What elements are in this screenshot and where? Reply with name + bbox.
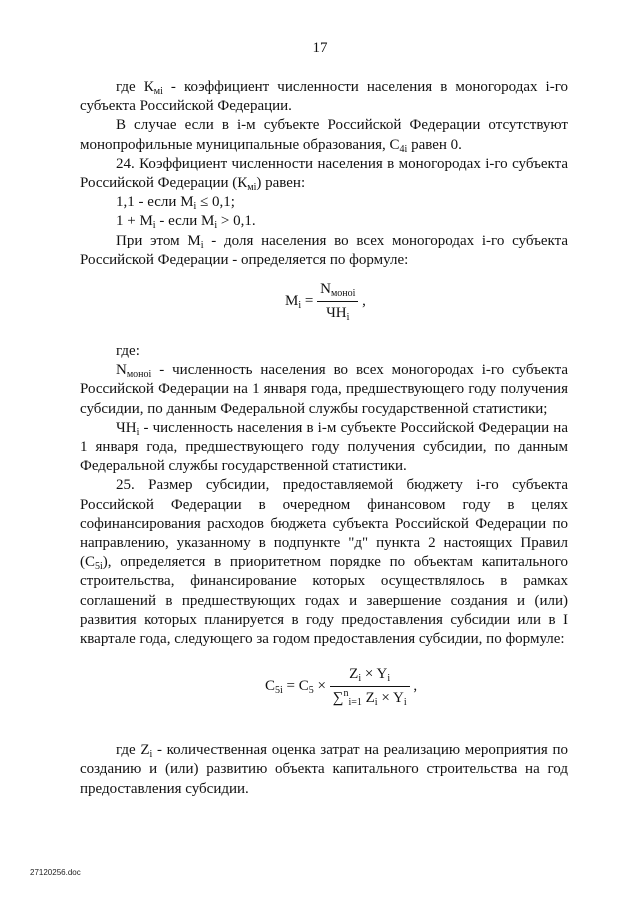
formula-mi: $М_i$ = $\frac{N_{монoi}}{ЧН_i}$ , — [285, 281, 366, 324]
condition-line-1: 1,1 - если $М_i \le 0,1$; — [116, 194, 235, 213]
page-number: 17 — [312, 40, 328, 56]
formula-c5i-fraction: $\frac{Z_i \times Y_i}{\sum^n_{i=1} Z_i \times Y_i}$ — [330, 665, 410, 708]
paragraph-25: 25. Размер субсидии, предоставляемой бюджету i-го субъекта Российской Федерации в очередном финансовом году в целях софинансирования расходов бюджета субъекта Российской Федерации по направлению, указанному в подпункте "д" пункта 2 настоящих Правил $(С_{5i})$, определяется в приоритетном порядке по объектам капитального строительства, финансирование которых осуществлялось в рамках соглашений в предшествующих годах и завершение создания и (или) развития которых планируется в году предоставления субсидии или в I квартале года, следующего за годом предоставления субсидии, по формуле: — [80, 477, 568, 648]
paragraph-no-monotowns: В случае если в i-м субъекте Российской Федерации отсутствуют монопрофильные муниципальные образования, $С_{4i}$ равен 0. — [80, 117, 568, 155]
paragraph-mi-share: При этом $М_i$ - доля населения во всех моногородах i-го субъекта Российской Федерации - определяется по формуле: — [80, 232, 569, 268]
paragraph-chni-definition: $ЧН_i$ - численность населения в i-м субъекте Российской Федерации на 1 января года, предшествующего году получения субсидии, по данным Федеральной службы государственной статистики. — [80, 419, 568, 475]
paragraph-kmi-definition: где $К_{мi}$ - коэффициент численности населения в моногородах i-го субъекта Российской Федерации. — [80, 79, 568, 115]
footer-filename: 27120256.doc — [30, 868, 81, 877]
paragraph-nmonoi-definition: $N_{монoi}$ - численность населения во всех моногородах i-го субъекта Российской Федерации на 1 января года, предшествующего году получения субсидии, по данным Федеральной службы государственной статистики; — [80, 362, 568, 417]
formula-c5i: $С_{5i} = С_5$ × $\frac{Z_i \times Y_i}{\sum^n_{i=1} Z_i \times Y_i}$ , — [265, 666, 418, 709]
formula-mi-fraction: $\frac{N_{монoi}}{ЧН_i}$ — [317, 280, 358, 323]
condition-line-2: $1 + М_i$ - если $М_i > 0,1$. — [116, 213, 256, 232]
paragraph-zi-definition: где $Z_i$ - количественная оценка затрат на реализацию мероприятия по созданию и (или) развитию объекта капитального строительства на год предоставления субсидии. — [80, 742, 568, 797]
document-body — [80, 78, 568, 799]
paragraph-24: 24. Коэффициент численности населения в моногородах i-го субъекта Российской Федерации $(К_{мi})$ равен: — [80, 155, 568, 194]
where-label: где: — [116, 343, 140, 360]
